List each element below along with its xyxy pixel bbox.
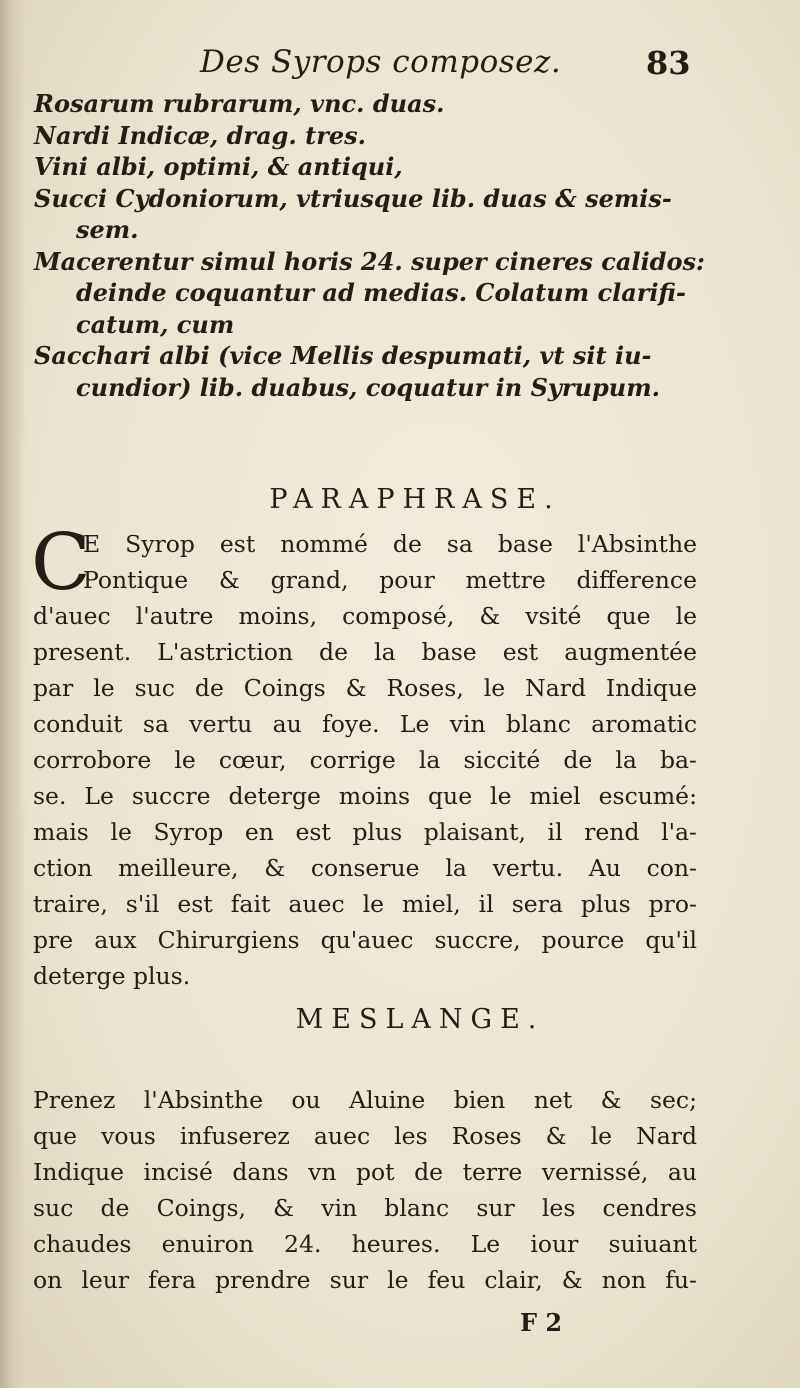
- paragraph-line: mais le Syrop en est plus plaisant, il rend l'a-: [33, 818, 697, 846]
- paragraph-line: corrobore le cœur, corrige la siccité de la ba-: [33, 746, 697, 774]
- paragraph-line: se. Le succre deterge moins que le miel escumé:: [33, 782, 697, 810]
- recipe-line: Vini albi, optimi, & antiqui,: [34, 152, 403, 181]
- paragraph-line: pre aux Chirurgiens qu'auec succre, pource qu'il: [33, 926, 697, 954]
- paraphrase-paragraph: [31, 518, 697, 994]
- meslange-paragraph: [33, 1082, 697, 1298]
- page-header: [0, 40, 800, 90]
- paragraph-line: que vous infuserez auec les Roses & le Nard: [33, 1122, 697, 1150]
- paragraph-line: d'auec l'autre moins, composé, & vsité que le: [33, 602, 697, 630]
- meslange-heading: MESLANGE.: [295, 1004, 545, 1035]
- recipe-line: sem.: [76, 215, 139, 244]
- recipe-line: Succi Cydoniorum, vtriusque lib. duas & semis-: [34, 183, 672, 213]
- paragraph-line: Pontique & grand, pour mettre difference: [83, 566, 697, 594]
- paragraph-line: present. L'astriction de la base est augmentée: [33, 638, 697, 666]
- recipe-line: catum, cum: [76, 309, 235, 339]
- page-gutter: [0, 0, 26, 1388]
- recipe-line: Macerentur simul horis 24. super cineres calidos:: [34, 246, 705, 276]
- drop-cap-block: [31, 518, 697, 608]
- paragraph-line: ction meilleure, & conserue la vertu. Au con-: [33, 854, 697, 882]
- paraphrase-heading: PARAPHRASE.: [269, 484, 561, 515]
- recipe-line: Rosarum rubrarum, vnc. duas.: [34, 89, 445, 118]
- drop-cap: C: [31, 518, 91, 608]
- paragraph-line: chaudes enuiron 24. heures. Le iour suiuant: [33, 1230, 697, 1258]
- signature-mark: F 2: [520, 1308, 563, 1337]
- paragraph-line: conduit sa vertu au foye. Le vin blanc aromatic: [33, 710, 697, 738]
- recipe-line: Sacchari albi (vice Mellis despumati, vt sit iu-: [34, 341, 652, 370]
- running-title: Des Syrops composez.: [200, 44, 562, 80]
- paragraph-line: traire, s'il est fait auec le miel, il sera plus pro-: [33, 890, 697, 918]
- paragraph-line: deterge plus.: [33, 962, 191, 990]
- paragraph-line: suc de Coings, & vin blanc sur les cendres: [33, 1194, 697, 1222]
- recipe-line: Nardi Indicæ, drag. tres.: [34, 120, 366, 150]
- recipe-block: [34, 88, 714, 403]
- recipe-line: cundior) lib. duabus, coquatur in Syrupum.: [76, 372, 660, 402]
- paragraph-line: par le suc de Coings & Roses, le Nard Indique: [33, 674, 697, 702]
- paragraph-line: on leur fera prendre sur le feu clair, & non fu-: [33, 1266, 697, 1294]
- paragraph-line: Indique incisé dans vn pot de terre vernissé, au: [33, 1158, 697, 1186]
- paragraph-line: E Syrop est nommé de sa base l'Absinthe: [83, 530, 697, 558]
- recipe-line: deinde coquantur ad medias. Colatum clarifi-: [76, 278, 686, 307]
- page-number: 83: [646, 44, 691, 82]
- paragraph-line: Prenez l'Absinthe ou Aluine bien net & sec;: [33, 1086, 697, 1114]
